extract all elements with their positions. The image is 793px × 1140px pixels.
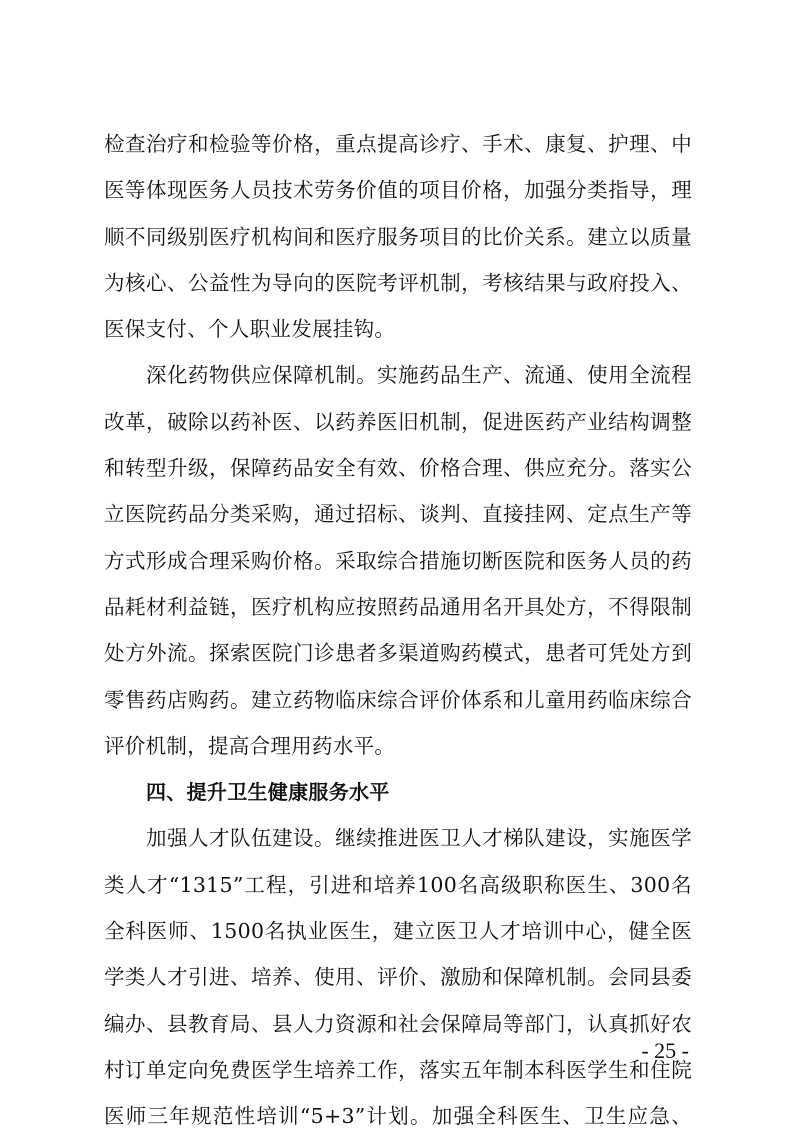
text-line: 处方外流。探索医院门诊患者多渠道购药模式，患者可凭处方到 — [104, 641, 692, 666]
text-line: 品耗材利益链，医疗机构应按照药品通用名开具处方，不得限制 — [104, 594, 692, 619]
text-line: 村订单定向免费医学生培养工作，落实五年制本科医学生和住院 — [104, 1057, 692, 1082]
text-line: 深化药物供应保障机制。实施药品生产、流通、使用全流程 — [146, 363, 692, 388]
text-line: 类人才“1315”工程，引进和培养100名高级职称医生、300名 — [104, 872, 692, 897]
text-line: 方式形成合理采购价格。采取综合措施切断医院和医务人员的药 — [104, 548, 692, 573]
body-text — [104, 121, 692, 1140]
text-line: 顺不同级别医疗机构间和医疗服务项目的比价关系。建立以质量 — [104, 224, 692, 249]
section-heading: 四、提升卫生健康服务水平 — [146, 780, 390, 805]
text-line: 和转型升级，保障药品安全有效、价格合理、供应充分。落实公 — [104, 456, 692, 481]
text-line: 学类人才引进、培养、使用、评价、激励和保障机制。会同县委 — [104, 965, 692, 990]
text-line: 改革，破除以药补医、以药养医旧机制，促进医药产业结构调整 — [104, 409, 692, 434]
text-line: 医保支付、个人职业发展挂钩。 — [104, 317, 396, 342]
text-line: 编办、县教育局、县人力资源和社会保障局等部门，认真抓好农 — [104, 1011, 692, 1036]
text-line: 立医院药品分类采购，通过招标、谈判、直接挂网、定点生产等 — [104, 502, 692, 527]
text-line: 检查治疗和检验等价格，重点提高诊疗、手术、康复、护理、中 — [104, 132, 692, 156]
text-line: 评价机制，提高合理用药水平。 — [104, 733, 396, 758]
text-line: 加强人才队伍建设。继续推进医卫人才梯队建设，实施医学 — [146, 826, 692, 851]
text-line: 零售药店购药。建立药物临床综合评价体系和儿童用药临床综合 — [104, 687, 692, 712]
text-line: 医师三年规范性培训“5+3”计划。加强全科医生、卫生应急、 — [104, 1104, 692, 1129]
text-line: 为核心、公益性为导向的医院考评机制，考核结果与政府投入、 — [104, 270, 692, 295]
page-number: - 25 - — [641, 1038, 689, 1063]
text-line: 医等体现医务人员技术劳务价值的项目价格，加强分类指导，理 — [104, 178, 692, 203]
text-line: 全科医师、1500名执业医生，建立医卫人才培训中心，健全医 — [104, 919, 692, 944]
